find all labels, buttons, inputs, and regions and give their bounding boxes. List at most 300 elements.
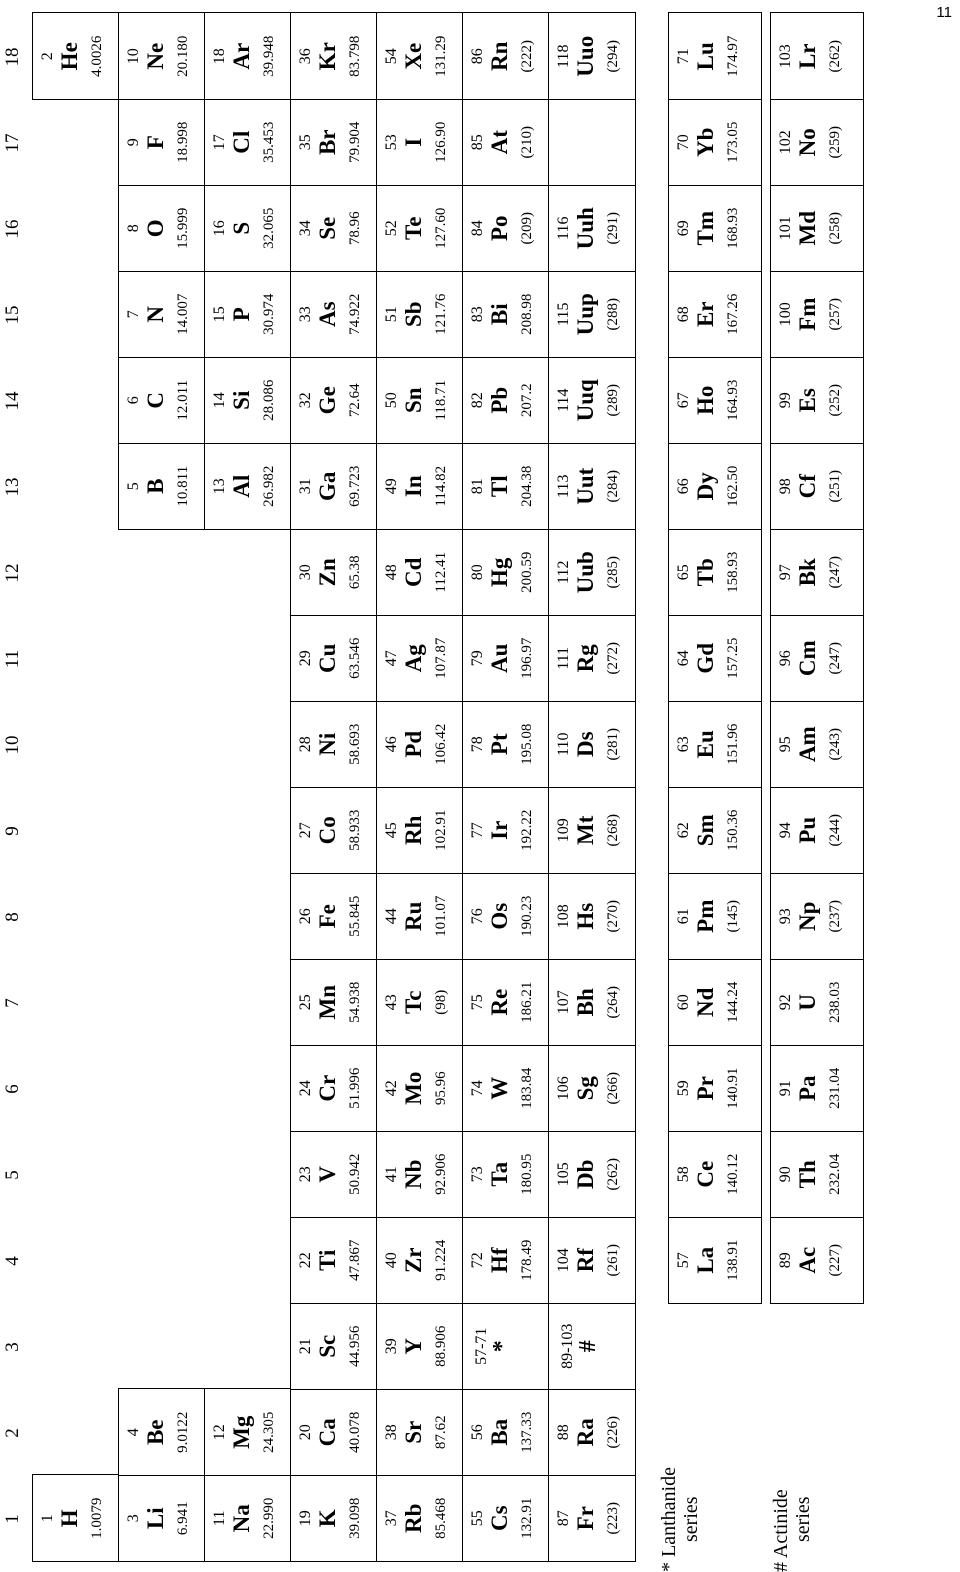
element-symbol: Os: [487, 902, 512, 930]
element-atomic-number: 53: [383, 134, 400, 151]
element-symbol: B: [143, 478, 168, 494]
element-atomic-number: 67: [675, 392, 692, 409]
group-label: 2: [2, 1428, 23, 1438]
element-atomic-mass: (257): [827, 298, 843, 331]
element-cell-kr: [290, 13, 378, 101]
element-atomic-number: 103: [777, 44, 794, 69]
element-atomic-mass: (288): [605, 298, 621, 331]
element-atomic-number: 88: [555, 1424, 572, 1441]
element-cell-ge: [290, 357, 378, 445]
lanthanide-series-label: [658, 1362, 702, 1572]
element-cell-mn: [290, 959, 378, 1047]
element-symbol: F: [143, 135, 168, 150]
element-cell-ni: [290, 701, 378, 789]
element-cell-re: [462, 959, 550, 1047]
element-cell-la: [668, 1217, 762, 1305]
element-atomic-number: 48: [383, 564, 400, 581]
element-atomic-mass: 14.007: [175, 293, 191, 335]
element-atomic-mass: 79.904: [347, 121, 363, 163]
element-atomic-number: 61: [675, 908, 692, 925]
element-cell-sr: [376, 1389, 464, 1477]
element-atomic-mass: 112.41: [433, 551, 449, 593]
element-atomic-number: 11: [211, 1510, 228, 1526]
element-cell-c: [118, 357, 206, 445]
element-atomic-mass: 150.36: [725, 809, 741, 851]
element-cell-sg: [548, 1045, 636, 1133]
element-atomic-mass: (243): [827, 728, 843, 761]
element-cell-be: [118, 1389, 206, 1477]
element-atomic-mass: (252): [827, 384, 843, 417]
element-atomic-number: 3: [125, 1514, 142, 1523]
element-cell-pt: [462, 701, 550, 789]
element-symbol: Zn: [315, 558, 340, 587]
element-atomic-mass: 51.996: [347, 1067, 363, 1109]
element-atomic-mass: 65.38: [347, 555, 363, 590]
element-symbol: No: [795, 128, 820, 157]
element-atomic-mass: 10.811: [175, 465, 191, 507]
element-atomic-number: 1: [39, 1514, 56, 1523]
element-cell-nb: [376, 1131, 464, 1219]
element-atomic-number: 74: [469, 1080, 486, 1097]
element-atomic-mass: 167.26: [725, 293, 741, 335]
element-atomic-mass: (281): [605, 728, 621, 761]
element-atomic-mass: 28.086: [261, 379, 277, 421]
element-symbol: Rh: [401, 815, 426, 845]
element-cell-am: [770, 701, 864, 789]
group-label: 1: [2, 1514, 23, 1524]
element-atomic-mass: 101.07: [433, 895, 449, 937]
element-symbol: Tl: [487, 475, 512, 498]
element-cell-np: [770, 873, 864, 961]
element-cell-as: [290, 271, 378, 359]
element-atomic-number: 37: [383, 1510, 400, 1527]
group-label: 12: [2, 563, 23, 583]
element-symbol: Rg: [573, 644, 598, 673]
element-symbol: Cr: [315, 1074, 340, 1102]
element-symbol: Re: [487, 988, 512, 1016]
element-symbol: Uut: [573, 467, 598, 505]
element-symbol: W: [487, 1076, 512, 1100]
element-symbol: Gd: [693, 642, 718, 674]
element-atomic-mass: 78.96: [347, 211, 363, 246]
element-symbol: Nd: [693, 987, 718, 1017]
element-atomic-number: 96: [777, 650, 794, 667]
element-atomic-number: 4: [125, 1428, 142, 1437]
element-atomic-number: 72: [469, 1252, 486, 1269]
element-atomic-mass: 18.998: [175, 121, 191, 163]
element-symbol: Ho: [693, 385, 718, 415]
element-atomic-number: 107: [555, 990, 572, 1015]
element-cell-ir: [462, 787, 550, 875]
element-atomic-number: 73: [469, 1166, 486, 1183]
element-symbol: Ds: [573, 731, 598, 758]
element-atomic-number: 102: [777, 130, 794, 155]
element-atomic-number: 79: [469, 650, 486, 667]
element-symbol: Bh: [573, 988, 598, 1017]
element-atomic-mass: (266): [605, 1072, 621, 1105]
element-atomic-mass: 183.84: [519, 1067, 535, 1109]
element-cell-hs: [548, 873, 636, 961]
element-atomic-mass: 157.25: [725, 637, 741, 679]
element-atomic-mass: (244): [827, 814, 843, 847]
element-atomic-number: 35: [297, 134, 314, 151]
group-label: 5: [2, 1170, 23, 1180]
element-atomic-number: 12: [211, 1424, 228, 1441]
element-cell-po: [462, 185, 550, 273]
element-symbol: Bk: [795, 558, 820, 587]
element-symbol: Hg: [487, 557, 512, 587]
element-cell-w: [462, 1045, 550, 1133]
element-symbol: Th: [795, 1160, 820, 1189]
element-cell-ce: [668, 1131, 762, 1219]
element-atomic-number: 27: [297, 822, 314, 839]
element-symbol: Db: [573, 1159, 598, 1189]
element-atomic-mass: (227): [827, 1244, 843, 1277]
element-atomic-mass: (237): [827, 900, 843, 933]
element-symbol: Es: [795, 388, 820, 413]
element-cell-bh: [548, 959, 636, 1047]
element-symbol: Mn: [315, 985, 340, 1020]
element-atomic-number: 16: [211, 220, 228, 237]
element-atomic-number: 68: [675, 306, 692, 323]
group-label: 18: [2, 47, 23, 67]
element-atomic-number: 116: [555, 216, 572, 240]
element-atomic-mass: 192.22: [519, 809, 535, 851]
actinide-series-label: [770, 1362, 814, 1572]
element-symbol: Ba: [487, 1418, 512, 1446]
element-atomic-mass: 107.87: [433, 637, 449, 679]
actinide-label-line1: # Actinide: [770, 1489, 792, 1572]
element-atomic-number: 42: [383, 1080, 400, 1097]
element-symbol: Pt: [487, 733, 512, 756]
element-atomic-number: 40: [383, 1252, 400, 1269]
element-cell-uup: [548, 271, 636, 359]
element-atomic-mass: 6.941: [175, 1501, 191, 1536]
element-atomic-number: 111: [555, 646, 572, 670]
element-symbol: Cd: [401, 557, 426, 587]
element-symbol: Eu: [693, 730, 718, 759]
element-cell-ru: [376, 873, 464, 961]
element-cell-cu: [290, 615, 378, 703]
element-cell-hf: [462, 1217, 550, 1305]
element-symbol: I: [401, 137, 426, 147]
element-cell-no: [770, 99, 864, 187]
element-atomic-mass: 231.04: [827, 1067, 843, 1109]
element-symbol: Po: [487, 215, 512, 242]
element-atomic-mass: 178.49: [519, 1239, 535, 1281]
element-symbol: Zr: [401, 1247, 426, 1274]
element-cell-ds: [548, 701, 636, 789]
group-label: 7: [2, 998, 23, 1008]
element-atomic-number: 15: [211, 306, 228, 323]
element-atomic-mass: (291): [605, 212, 621, 245]
element-atomic-mass: (268): [605, 814, 621, 847]
element-atomic-mass: 39.948: [261, 35, 277, 77]
element-cell-n: [118, 271, 206, 359]
element-atomic-number: 66: [675, 478, 692, 495]
element-atomic-mass: 72.64: [347, 383, 363, 418]
element-atomic-number: 85: [469, 134, 486, 151]
element-cell-pu: [770, 787, 864, 875]
element-symbol: Uuo: [573, 35, 598, 77]
element-cell-b: [118, 443, 206, 531]
group-label: 16: [2, 219, 23, 239]
element-atomic-mass: 47.867: [347, 1239, 363, 1281]
element-cell-md: [770, 185, 864, 273]
element-atomic-number: 97: [777, 564, 794, 581]
element-atomic-number: 101: [777, 216, 794, 241]
element-cell-tl: [462, 443, 550, 531]
element-cell-cf: [770, 443, 864, 531]
element-cell-os: [462, 873, 550, 961]
element-atomic-number: 14: [211, 392, 228, 409]
actinide-label-line2: series: [792, 1496, 814, 1542]
element-atomic-mass: 207.2: [519, 383, 535, 418]
element-atomic-number: 75: [469, 994, 486, 1011]
element-atomic-mass: (272): [605, 642, 621, 675]
group-label: 11: [2, 649, 23, 669]
element-atomic-mass: 126.90: [433, 121, 449, 163]
element-atomic-mass: 50.942: [347, 1153, 363, 1195]
element-atomic-mass: 12.011: [175, 379, 191, 421]
element-atomic-mass: (226): [605, 1416, 621, 1449]
element-atomic-number: 39: [383, 1338, 400, 1355]
element-cell-cs: [462, 1475, 550, 1563]
element-cell-pm: [668, 873, 762, 961]
element-symbol: Dy: [693, 472, 718, 501]
element-cell-pr: [668, 1045, 762, 1133]
element-cell-zr: [376, 1217, 464, 1305]
element-symbol: Ta: [487, 1161, 512, 1187]
element-atomic-mass: 168.93: [725, 207, 741, 249]
page-number: 11: [936, 4, 952, 21]
element-symbol: Co: [315, 816, 340, 845]
element-atomic-number: 33: [297, 306, 314, 323]
element-atomic-number: 23: [297, 1166, 314, 1183]
element-symbol: Sc: [315, 1334, 340, 1358]
element-atomic-mass: 1.0079: [89, 1497, 105, 1539]
element-atomic-number: 43: [383, 994, 400, 1011]
element-atomic-number: 36: [297, 48, 314, 65]
element-symbol: Ti: [315, 1249, 340, 1271]
group-label: 17: [2, 133, 23, 153]
element-cell-cd: [376, 529, 464, 617]
element-atomic-mass: (209): [519, 212, 535, 245]
element-atomic-mass: 24.305: [261, 1411, 277, 1453]
group-label: 8: [2, 912, 23, 922]
element-atomic-mass: 180.95: [519, 1153, 535, 1195]
element-symbol: Bi: [487, 303, 512, 326]
element-atomic-number: 89-103: [559, 1323, 576, 1369]
element-atomic-number: 105: [555, 1162, 572, 1187]
series-reference-cell: [548, 1303, 636, 1391]
element-atomic-mass: 63.546: [347, 637, 363, 679]
element-atomic-mass: (251): [827, 470, 843, 503]
element-cell-fm: [770, 271, 864, 359]
element-atomic-mass: 91.224: [433, 1239, 449, 1281]
element-symbol: Ca: [315, 1418, 340, 1447]
element-cell-ta: [462, 1131, 550, 1219]
element-symbol: Li: [143, 1507, 168, 1530]
element-atomic-mass: 208.98: [519, 293, 535, 335]
element-cell-bk: [770, 529, 864, 617]
element-symbol: Sb: [401, 301, 426, 328]
element-cell-ag: [376, 615, 464, 703]
element-cell-al: [204, 443, 292, 531]
lanthanide-label-line1: * Lanthanide: [658, 1467, 680, 1572]
element-atomic-number: 60: [675, 994, 692, 1011]
element-atomic-number: 109: [555, 818, 572, 843]
element-atomic-mass: 55.845: [347, 895, 363, 937]
element-atomic-mass: 137.33: [519, 1411, 535, 1453]
element-atomic-mass: 232.04: [827, 1153, 843, 1195]
element-atomic-mass: 106.42: [433, 723, 449, 765]
element-atomic-number: 108: [555, 904, 572, 929]
element-symbol: Au: [487, 643, 512, 673]
element-cell-th: [770, 1131, 864, 1219]
element-atomic-number: 114: [555, 388, 572, 412]
group-label: 9: [2, 826, 23, 836]
element-atomic-mass: 39.098: [347, 1497, 363, 1539]
element-cell-ra: [548, 1389, 636, 1477]
element-atomic-mass: (289): [605, 384, 621, 417]
element-atomic-mass: 114.82: [433, 465, 449, 507]
element-symbol: Fe: [315, 904, 340, 929]
element-symbol: In: [401, 475, 426, 498]
element-symbol: Am: [795, 726, 820, 763]
element-cell-pa: [770, 1045, 864, 1133]
element-atomic-mass: 200.59: [519, 551, 535, 593]
element-atomic-number: 112: [555, 560, 572, 584]
element-cell-pd: [376, 701, 464, 789]
element-atomic-number: 47: [383, 650, 400, 667]
element-symbol: Cs: [487, 1505, 512, 1532]
element-atomic-number: 76: [469, 908, 486, 925]
element-atomic-number: 56: [469, 1424, 486, 1441]
element-cell-xe: [376, 13, 464, 101]
element-symbol: Fm: [795, 297, 820, 331]
element-atomic-mass: (261): [605, 1244, 621, 1277]
element-symbol: Tm: [693, 211, 718, 246]
element-cell-fr: [548, 1475, 636, 1563]
element-atomic-number: 57: [675, 1252, 692, 1269]
element-symbol: Ga: [315, 471, 340, 501]
element-atomic-number: 5: [125, 482, 142, 491]
element-atomic-number: 62: [675, 822, 692, 839]
element-atomic-number: 64: [675, 650, 692, 667]
element-atomic-mass: 74.922: [347, 293, 363, 335]
element-cell-se: [290, 185, 378, 273]
element-symbol: Rf: [573, 1248, 598, 1273]
element-atomic-mass: (262): [827, 40, 843, 73]
element-cell-zn: [290, 529, 378, 617]
element-atomic-number: 100: [777, 302, 794, 327]
element-atomic-number: 10: [125, 48, 142, 65]
element-cell-cr: [290, 1045, 378, 1133]
element-atomic-number: 57-71: [473, 1327, 490, 1365]
element-atomic-number: 13: [211, 478, 228, 495]
element-cell-br: [290, 99, 378, 187]
element-atomic-number: 17: [211, 134, 228, 151]
element-symbol: Ra: [573, 1418, 598, 1447]
element-atomic-mass: (247): [827, 642, 843, 675]
element-atomic-number: 31: [297, 478, 314, 495]
element-symbol: Np: [795, 901, 820, 931]
element-atomic-mass: (285): [605, 556, 621, 589]
element-atomic-number: 89: [777, 1252, 794, 1269]
element-atomic-mass: 69.723: [347, 465, 363, 507]
element-cell-ca: [290, 1389, 378, 1477]
element-cell-sb: [376, 271, 464, 359]
element-symbol: Rb: [401, 1503, 426, 1533]
element-symbol: Si: [229, 390, 254, 410]
element-atomic-number: 41: [383, 1166, 400, 1183]
element-cell-mt: [548, 787, 636, 875]
element-atomic-number: 91: [777, 1080, 794, 1097]
element-atomic-mass: 44.956: [347, 1325, 363, 1367]
element-symbol: Ru: [401, 901, 426, 931]
element-symbol: Kr: [315, 42, 340, 71]
element-atomic-number: 19: [297, 1510, 314, 1527]
element-symbol: Lu: [693, 42, 718, 71]
element-atomic-mass: 87.62: [433, 1415, 449, 1450]
element-symbol: Fr: [573, 1506, 598, 1531]
element-cell-si: [204, 357, 292, 445]
element-atomic-number: 106: [555, 1076, 572, 1101]
element-symbol: Xe: [401, 42, 426, 70]
group-label: 3: [2, 1342, 23, 1352]
element-symbol: Hf: [487, 1247, 512, 1274]
element-atomic-number: 63: [675, 736, 692, 753]
element-cell-dy: [668, 443, 762, 531]
element-atomic-number: 22: [297, 1252, 314, 1269]
element-symbol: Uuq: [573, 379, 598, 422]
element-cell-yb: [668, 99, 762, 187]
element-symbol: C: [143, 391, 168, 409]
element-symbol: Yb: [693, 127, 718, 157]
element-atomic-number: 78: [469, 736, 486, 753]
group-label: 4: [2, 1256, 23, 1266]
element-atomic-number: 59: [675, 1080, 692, 1097]
element-atomic-mass: (145): [725, 900, 741, 933]
element-cell-li: [118, 1475, 206, 1563]
element-atomic-mass: 40.078: [347, 1411, 363, 1453]
element-atomic-number: 55: [469, 1510, 486, 1527]
element-atomic-number: 65: [675, 564, 692, 581]
element-symbol: *: [489, 1340, 515, 1353]
element-atomic-mass: 238.03: [827, 981, 843, 1023]
element-symbol: U: [795, 993, 820, 1011]
element-symbol: Be: [143, 1419, 168, 1446]
element-cell-au: [462, 615, 550, 703]
element-atomic-number: 86: [469, 48, 486, 65]
element-atomic-mass: 140.91: [725, 1067, 741, 1109]
element-symbol: Pd: [401, 730, 426, 758]
element-atomic-mass: (258): [827, 212, 843, 245]
element-atomic-number: 26: [297, 908, 314, 925]
element-atomic-number: 110: [555, 732, 572, 756]
element-atomic-mass: 95.96: [433, 1071, 449, 1106]
element-symbol: As: [315, 301, 340, 328]
group-label: 15: [2, 305, 23, 325]
element-atomic-number: 54: [383, 48, 400, 65]
element-cell-y: [376, 1303, 464, 1391]
element-cell-ac: [770, 1217, 864, 1305]
element-atomic-number: 69: [675, 220, 692, 237]
element-cell-tc: [376, 959, 464, 1047]
element-symbol: #: [575, 1340, 601, 1353]
element-atomic-number: 77: [469, 822, 486, 839]
